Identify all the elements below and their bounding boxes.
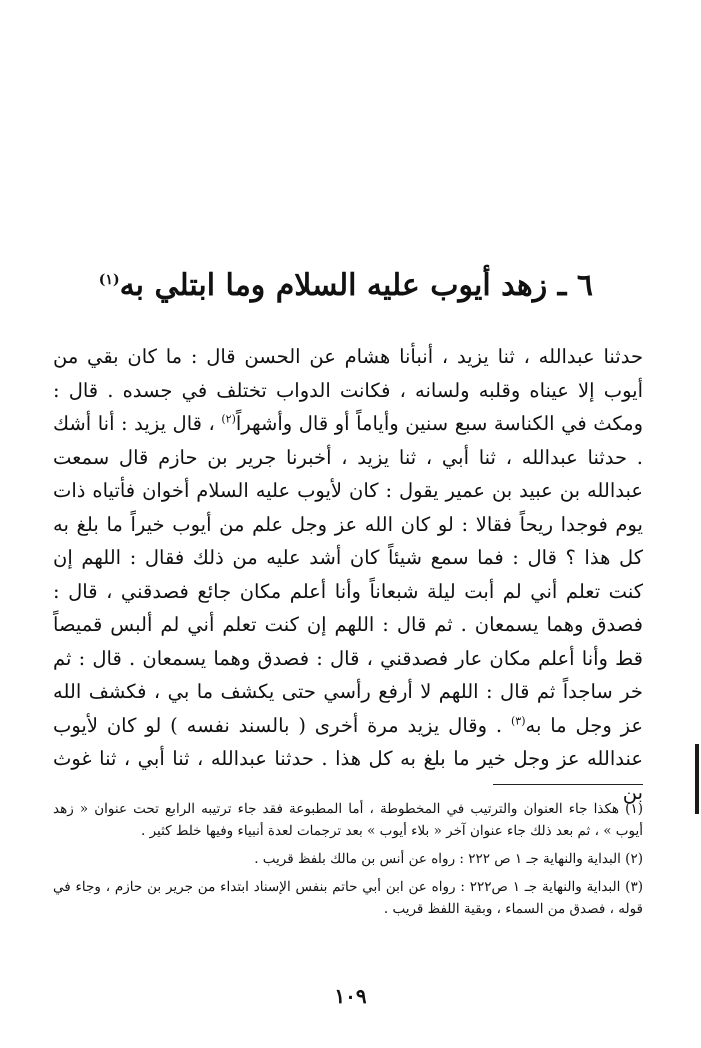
body-text-part-1: حدثنا عبدالله ، ثنا يزيد ، أنبأنا هشام عن الحسن قال : ما كان بقي من أيوب إلا عيناه وقلبه ولسانه ، فكانت الدواب تختلف في جسده . قال : ومكث في الكناسة سبع سنين وأياماً أو قال وأشهراً (53, 345, 643, 435)
chapter-title (98, 258, 593, 308)
body-text-part-2: ، قال يزيد : أنا أشك . حدثنا عبدالله ، ثنا أبي ، ثنا يزيد ، أخبرنا جرير بن حازم قال سمعت عبدالله بن عبيد بن عمير يقول : كان لأيوب عليه السلام أخوان فأتياه ذات يوم فوجدا ريحاً فقالا : لو كان الله عز وجل علم من أيوب خيراً ما بلغ به كل هذا ؟ قال : فما سمع شيئاً كان أشد عليه من ذلك فقال : اللهم إن كنت تعلم أني لم أبت ليلة شبعاناً وأنا أعلم مكان جائع فصدقني ، قال : فصدق وهما يسمعان . ثم قال : اللهم إن كنت تعلم أني لم ألبس قميصاً قط وأنا أعلم مكان عار فصدقني ، قال : فصدق وهما يسمعان . قال : ثم خر ساجداً ثم قال : اللهم لا أرفع رأسي حتى يكشف ما بي ، فكشف الله عز وجل ما به (53, 412, 643, 737)
footnote-2: (٢) البداية والنهاية جـ ١ ص ٢٢٢ : رواه عن أنس بن مالك بلفظ قريب . (254, 851, 643, 867)
body-text-part-3: . وقال يزيد مرة أخرى ( بالسند نفسه ) لو كان لأيوب عندالله عز وجل خير ما بلغ به كل هذا . حدثنا عبدالله ، ثنا أبي ، ثنا غوث بن (53, 713, 643, 804)
footnotes (53, 798, 643, 926)
footnote-ref-2: (٢) (221, 412, 236, 426)
footnote-separator (493, 784, 643, 785)
footnote-ref-1: (١) (98, 272, 120, 288)
page-number: ١٠٩ (334, 984, 367, 1008)
chapter-title-text: ٦ ـ زهد أيوب عليه السلام وما ابتلي به (119, 268, 593, 303)
scan-edge-mark (695, 744, 699, 814)
footnote-1: (١) هكذا جاء العنوان والترتيب في المخطوطة ، أما المطبوعة فقد جاء ترتيبه الرابع تحت عنوان « زهد أيوب » ، ثم بعد ذلك جاء عنوان آخر « بلاء أيوب » بعد ترجمات لعدة أنبياء وفيها خلط كثير . (53, 801, 643, 839)
footnote-ref-3: (٣) (510, 714, 526, 727)
footnote-3: (٣) البداية والنهاية جـ ١ ص٢٢٢ : رواه عن ابن أبي حاتم بنفس الإسناد ابتداء من جرير بن حازم ، وجاء في قوله ، فصدق من السماء ، وبقية اللفظ قريب . (53, 879, 643, 917)
body-paragraph (53, 340, 643, 809)
